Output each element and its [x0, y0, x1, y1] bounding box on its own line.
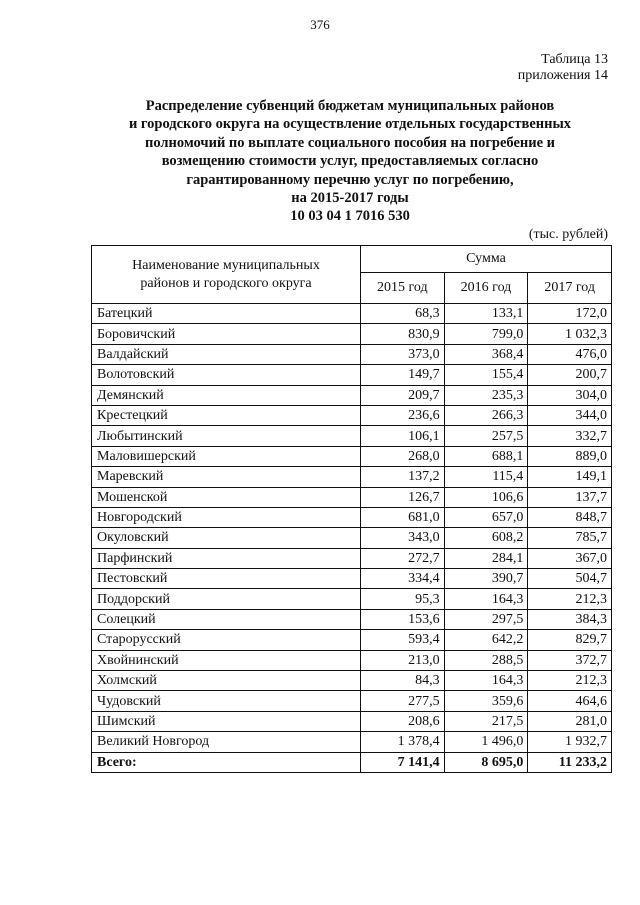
- value-2015-cell: 68,3: [361, 304, 445, 324]
- value-2016-cell: 657,0: [444, 507, 528, 527]
- district-name-cell: Пестовский: [92, 569, 361, 589]
- district-name-cell: Крестецкий: [92, 405, 361, 425]
- table-row: [92, 630, 612, 650]
- value-2017-cell: 504,7: [528, 569, 612, 589]
- district-name-cell: Хвойнинский: [92, 650, 361, 670]
- value-2017-cell: 1 932,7: [528, 732, 612, 752]
- table-row: [92, 569, 612, 589]
- district-name-cell: Волотовский: [92, 365, 361, 385]
- value-2017-cell: 212,3: [528, 671, 612, 691]
- value-2016-cell: 390,7: [444, 569, 528, 589]
- value-2016-cell: 266,3: [444, 405, 528, 425]
- value-2017-cell: 829,7: [528, 630, 612, 650]
- table-row: [92, 426, 612, 446]
- document-title: [90, 97, 610, 226]
- district-name-cell: Солецкий: [92, 609, 361, 629]
- value-2017-cell: 11 233,2: [528, 752, 612, 772]
- table-row: [92, 548, 612, 568]
- subventions-table: [91, 245, 612, 773]
- column-header-name-line: районов и городского округа: [140, 275, 312, 291]
- district-name-cell: Боровичский: [92, 324, 361, 344]
- value-2016-cell: 133,1: [444, 304, 528, 324]
- district-name-cell: Всего:: [92, 752, 361, 772]
- value-2016-cell: 257,5: [444, 426, 528, 446]
- title-line: и городского округа на осуществление отдельных государственных: [128, 116, 572, 133]
- table-reference-line: Таблица 13: [541, 52, 608, 67]
- value-2015-cell: 137,2: [361, 467, 445, 487]
- table-row: [92, 344, 612, 364]
- district-name-cell: Окуловский: [92, 528, 361, 548]
- value-2015-cell: 343,0: [361, 528, 445, 548]
- district-name-cell: Демянский: [92, 385, 361, 405]
- title-line: возмещению стоимости услуг, предоставляемых согласно: [161, 153, 539, 170]
- title-line: гарантированному перечню услуг по погребению,: [186, 171, 514, 188]
- district-name-cell: Парфинский: [92, 548, 361, 568]
- value-2015-cell: 213,0: [361, 650, 445, 670]
- district-name-cell: Чудовский: [92, 691, 361, 711]
- district-name-cell: Великий Новгород: [92, 732, 361, 752]
- table-reference: [518, 52, 608, 84]
- table-row: [92, 324, 612, 344]
- table-row: [92, 711, 612, 731]
- value-2017-cell: 889,0: [528, 446, 612, 466]
- value-2017-cell: 848,7: [528, 507, 612, 527]
- table-reference-line: приложения 14: [517, 68, 608, 83]
- value-2015-cell: 373,0: [361, 344, 445, 364]
- district-name-cell: Шимский: [92, 711, 361, 731]
- table-row: [92, 691, 612, 711]
- value-2015-cell: 681,0: [361, 507, 445, 527]
- value-2017-cell: 1 032,3: [528, 324, 612, 344]
- table-row: [92, 650, 612, 670]
- table-body: [92, 304, 612, 773]
- value-2015-cell: 593,4: [361, 630, 445, 650]
- value-2017-cell: 200,7: [528, 365, 612, 385]
- district-name-cell: Валдайский: [92, 344, 361, 364]
- value-2016-cell: 217,5: [444, 711, 528, 731]
- value-2016-cell: 115,4: [444, 467, 528, 487]
- value-2017-cell: 172,0: [528, 304, 612, 324]
- value-2017-cell: 476,0: [528, 344, 612, 364]
- column-header-year: 2016 год: [444, 273, 528, 304]
- table-row: [92, 365, 612, 385]
- table-row: [92, 589, 612, 609]
- value-2015-cell: 830,9: [361, 324, 445, 344]
- table-row: [92, 385, 612, 405]
- title-line: на 2015-2017 годы: [291, 190, 409, 207]
- column-header-sum: Сумма: [361, 246, 612, 273]
- title-line: Распределение субвенций бюджетам муниципальных районов: [145, 98, 555, 114]
- value-2015-cell: 149,7: [361, 365, 445, 385]
- column-header-year: 2015 год: [361, 273, 445, 304]
- value-2017-cell: 149,1: [528, 467, 612, 487]
- district-name-cell: Любытинский: [92, 426, 361, 446]
- table-row: [92, 732, 612, 752]
- table-row: [92, 304, 612, 324]
- value-2016-cell: 8 695,0: [444, 752, 528, 772]
- value-2015-cell: 209,7: [361, 385, 445, 405]
- value-2015-cell: 268,0: [361, 446, 445, 466]
- budget-code: 10 03 04 1 7016 530: [290, 208, 410, 225]
- value-2016-cell: 284,1: [444, 548, 528, 568]
- value-2017-cell: 367,0: [528, 548, 612, 568]
- value-2015-cell: 277,5: [361, 691, 445, 711]
- table-row: [92, 671, 612, 691]
- value-2015-cell: 106,1: [361, 426, 445, 446]
- value-2016-cell: 368,4: [444, 344, 528, 364]
- value-2016-cell: 359,6: [444, 691, 528, 711]
- district-name-cell: Маловишерский: [92, 446, 361, 466]
- title-line: полномочий по выплате социального пособия на погребение и: [144, 134, 556, 151]
- value-2016-cell: 688,1: [444, 446, 528, 466]
- column-header-name: [92, 246, 361, 304]
- district-name-cell: Поддорский: [92, 589, 361, 609]
- value-2017-cell: 344,0: [528, 405, 612, 425]
- column-header-name-line: Наименование муниципальных: [132, 257, 320, 273]
- value-2017-cell: 785,7: [528, 528, 612, 548]
- value-2017-cell: 281,0: [528, 711, 612, 731]
- table-row: [92, 609, 612, 629]
- value-2015-cell: 7 141,4: [361, 752, 445, 772]
- value-2016-cell: 297,5: [444, 609, 528, 629]
- value-2016-cell: 164,3: [444, 589, 528, 609]
- table-row: [92, 405, 612, 425]
- value-2016-cell: 642,2: [444, 630, 528, 650]
- value-2017-cell: 384,3: [528, 609, 612, 629]
- value-2016-cell: 106,6: [444, 487, 528, 507]
- value-2016-cell: 235,3: [444, 385, 528, 405]
- value-2017-cell: 372,7: [528, 650, 612, 670]
- column-header-year: 2017 год: [528, 273, 612, 304]
- value-2017-cell: 137,7: [528, 487, 612, 507]
- value-2015-cell: 334,4: [361, 569, 445, 589]
- value-2016-cell: 155,4: [444, 365, 528, 385]
- value-2016-cell: 608,2: [444, 528, 528, 548]
- district-name-cell: Батецкий: [92, 304, 361, 324]
- value-2015-cell: 236,6: [361, 405, 445, 425]
- district-name-cell: Мошенской: [92, 487, 361, 507]
- value-2015-cell: 1 378,4: [361, 732, 445, 752]
- value-2015-cell: 208,6: [361, 711, 445, 731]
- total-row: [92, 752, 612, 772]
- table-row: [92, 528, 612, 548]
- district-name-cell: Холмский: [92, 671, 361, 691]
- district-name-cell: Старорусский: [92, 630, 361, 650]
- district-name-cell: Новгородский: [92, 507, 361, 527]
- district-name-cell: Маревский: [92, 467, 361, 487]
- value-2016-cell: 164,3: [444, 671, 528, 691]
- value-2015-cell: 272,7: [361, 548, 445, 568]
- value-2015-cell: 126,7: [361, 487, 445, 507]
- table-row: [92, 467, 612, 487]
- value-2017-cell: 304,0: [528, 385, 612, 405]
- value-2017-cell: 332,7: [528, 426, 612, 446]
- value-2015-cell: 95,3: [361, 589, 445, 609]
- value-2015-cell: 153,6: [361, 609, 445, 629]
- table-row: [92, 487, 612, 507]
- page-number: 376: [310, 17, 330, 32]
- value-2017-cell: 464,6: [528, 691, 612, 711]
- table-row: [92, 446, 612, 466]
- value-2016-cell: 1 496,0: [444, 732, 528, 752]
- value-2015-cell: 84,3: [361, 671, 445, 691]
- value-2017-cell: 212,3: [528, 589, 612, 609]
- units-label: (тыс. рублей): [528, 227, 608, 242]
- table-row: [92, 507, 612, 527]
- value-2016-cell: 288,5: [444, 650, 528, 670]
- value-2016-cell: 799,0: [444, 324, 528, 344]
